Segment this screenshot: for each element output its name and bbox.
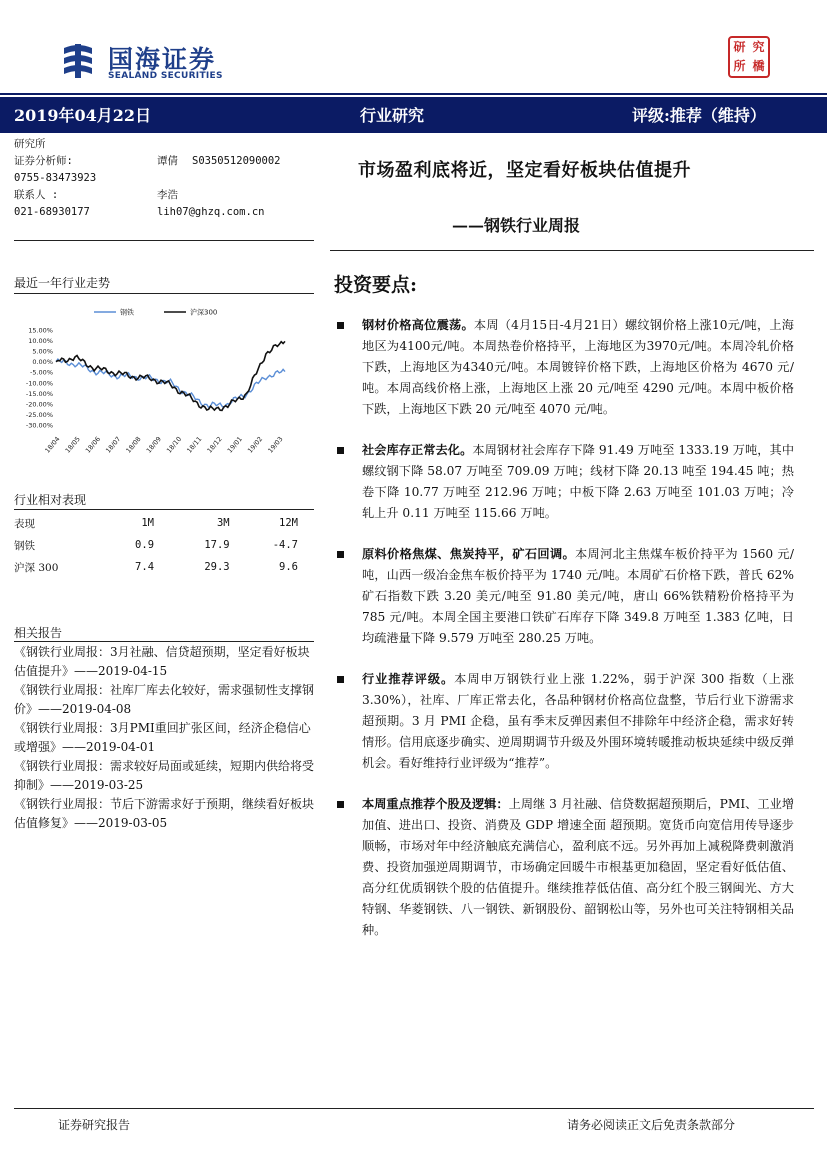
x-tick-label: 18/09 — [144, 435, 163, 455]
legend-label: 钢铁 — [120, 308, 134, 317]
contact-label: 联系人 : — [14, 189, 59, 201]
table-cell: 沪深 300 — [14, 561, 59, 574]
company-name-cn: 国海证券 — [108, 45, 217, 74]
table-row — [14, 534, 304, 556]
table-header-cell: 表现 — [14, 517, 35, 530]
table-cell: 29.3 — [204, 561, 230, 573]
series-line-csi300 — [56, 341, 285, 410]
related-heading: 相关报告 — [14, 626, 63, 640]
x-tick-label: 18/07 — [104, 435, 123, 455]
footer-divider — [14, 1108, 814, 1109]
list-item[interactable]: 《钢铁行业周报：节后下游需求好于预期，继续看好板块估值修复》——2019-03-05 — [14, 797, 315, 830]
table-cell: -4.7 — [272, 539, 298, 551]
analyst-phone: 0755-83473923 — [14, 172, 97, 184]
x-tick-label: 19/01 — [225, 435, 244, 455]
table-header-cell: 12M — [279, 517, 298, 529]
y-tick-label: -5.00% — [30, 368, 53, 377]
key-point-text: 本周河北主焦煤车板价持平为 1560 元/吨，山西一级冶金焦车板价持平为 1740 元/吨。本周矿石价格下跌，普氏 62%矿石指数下跌 3.20 美元/吨至 91.80 美元/吨，唐山 66%铁精粉价格持平为 785 元/吨。本周全国主要港口铁矿石库存下降 349.8 万吨至 1.383 亿吨，日均疏港量下降 9.579 万吨至 280.25 万吨。 — [362, 547, 794, 645]
key-point — [332, 440, 794, 524]
key-point-text: 上周继 3 月社融、信贷数据超预期后，PMI、工业增加值、进出口、投资、消费及 GDP 增速全面 超预期。宽货币向宽信用传导逐步顺畅，市场对年中经济触底充满信心，盈利底不远。另外再加上减税降费刺激消费、投资加强逆周期调节，市场确定回暖牛市根基更加稳固，坚定看好低估值、高分红优质钢铁个股的估值提升。继续推荐低估值、高分红个股三钢闽光、方大特钢、华菱钢铁、八一钢铁、新钢股份、韶钢松山等，另外也可关注特钢相关品种。 — [362, 797, 795, 937]
related-reports-list — [14, 643, 314, 833]
table-cell: 17.9 — [204, 539, 230, 551]
footer-left-label: 证券研究报告 — [58, 1118, 131, 1132]
table-row — [14, 556, 304, 578]
key-point — [332, 669, 794, 774]
y-tick-label: 5.00% — [32, 347, 53, 356]
y-tick-label: -20.00% — [25, 400, 53, 409]
performance-divider — [14, 509, 314, 510]
list-item[interactable]: 《钢铁行业周报：社库厂库去化较好，需求强韧性支撑钢价》——2019-04-08 — [14, 683, 315, 716]
performance-heading: 行业相对表现 — [14, 493, 87, 507]
key-point-text: 本周（4月15日-4月21日）螺纹钢价格上涨10元/吨，上海地区为4100元/吨。本周热卷价格持平，上海地区为3970元/吨。本周冷轧价格下跌，上海地区为4340元/吨。本周镀锌价格下跌，上海地区价格为 4670 元/吨。本周高线价格上涨，上海地区上涨 20 元/吨至 4290 元/吨。本周中板价格下跌，上海地区下跌 20 元/吨至 4070 元/吨。 — [362, 318, 794, 416]
list-item[interactable]: 《钢铁行业周报：3月社融、信贷超预期，坚定看好板块估值提升》——2019-04-15 — [14, 645, 310, 678]
contact-email[interactable]: lih07@ghzq.com.cn — [157, 206, 265, 218]
x-tick-label: 18/11 — [185, 435, 204, 455]
analyst-label: 证券分析师: — [14, 155, 73, 167]
seal-char: 橋 — [752, 59, 765, 73]
seal-char: 研 — [733, 40, 746, 54]
report-date: 2019年04月22日 — [14, 106, 152, 125]
y-tick-label: -30.00% — [25, 421, 53, 430]
y-tick-label: 15.00% — [28, 326, 53, 335]
performance-table — [14, 512, 304, 578]
key-point — [332, 544, 794, 649]
key-point-text: 本周钢材社会库存下降 91.49 万吨至 1333.19 万吨，其中螺纹钢下降 58.07 万吨至 709.09 万吨；线材下降 20.13 吨至 194.45 吨；热卷下降 10.77 万吨至 212.96 万吨；中板下降 2.63 万吨至 101.03 万吨；冷轧上升 0.11 万吨至 115.66 万吨。 — [362, 443, 795, 520]
key-point — [332, 794, 794, 941]
x-tick-label: 18/05 — [63, 435, 82, 455]
table-header-cell: 1M — [141, 517, 155, 529]
key-point — [332, 315, 794, 420]
key-point-text: 本周申万钢铁行业上涨 1.22%，弱于沪深 300 指数（上涨 3.30%），社库、厂库正常去化，各品种钢材价格高位盘整，节后行业下游需求超预期。3 月 PMI 企稳，虽有季末反弹因素但不排除年中经济企稳，需求好转情形。信用底逐步确实、逆周期调节升级及外围环境转暖推动板块延续中级反弹机会。看好维持行业评级为“推荐”。 — [362, 672, 794, 770]
contact-name: 李浩 — [157, 189, 178, 201]
table-cell: 0.9 — [135, 539, 155, 551]
key-point-lead: 行业推荐评级。 — [362, 672, 455, 686]
table-cell: 钢铁 — [14, 539, 35, 552]
title-divider — [330, 250, 814, 251]
list-item[interactable]: 《钢铁行业周报：3月PMI重回扩张区间，经济企稳信心或增强》——2019-04-01 — [14, 721, 311, 754]
report-rating: 评级:推荐（维持） — [632, 106, 766, 125]
x-tick-label: 18/08 — [124, 435, 143, 455]
research-seal-stamp — [728, 36, 770, 78]
y-tick-label: -15.00% — [25, 389, 53, 398]
x-tick-label: 18/10 — [164, 435, 184, 455]
key-point-lead: 原料价格焦煤、焦炭持平，矿石回调。 — [362, 547, 576, 561]
seal-char: 所 — [733, 59, 746, 73]
seal-char: 究 — [752, 40, 765, 54]
related-divider — [14, 641, 314, 642]
footer-disclaimer: 请务必阅读正文后免责条款部分 — [567, 1118, 736, 1132]
x-tick-label: 19/03 — [266, 435, 285, 455]
y-tick-label: 0.00% — [32, 358, 53, 367]
sealand-logo-icon — [58, 40, 98, 80]
table-cell: 9.6 — [279, 561, 298, 573]
report-subtitle: ——钢铁行业周报 — [452, 216, 581, 235]
x-tick-label: 18/12 — [205, 435, 224, 455]
report-title: 市场盈利底将近，坚定看好板块估值提升 — [358, 160, 691, 181]
report-type: 行业研究 — [360, 106, 425, 125]
table-cell: 7.4 — [135, 561, 155, 573]
trend-divider — [14, 293, 314, 294]
key-point-lead: 钢材价格高位震荡。 — [362, 318, 474, 332]
list-item[interactable]: 《钢铁行业周报：需求较好局面或延续，短期内供给将受抑制》——2019-03-25 — [14, 759, 315, 792]
x-tick-label: 19/02 — [246, 435, 265, 455]
x-tick-label: 18/06 — [83, 435, 103, 455]
analyst-cert: S0350512090002 — [192, 155, 281, 167]
table-header-cell: 3M — [216, 517, 230, 529]
key-point-lead: 本周重点推荐个股及逻辑： — [362, 797, 509, 811]
key-point-lead: 社会库存正常去化。 — [362, 443, 473, 457]
y-tick-label: -25.00% — [25, 410, 53, 419]
analyst-divider — [14, 240, 314, 241]
x-tick-label: 18/04 — [43, 435, 62, 455]
trend-heading: 最近一年行业走势 — [14, 276, 111, 290]
contact-phone: 021-68930177 — [14, 206, 90, 218]
dept-label: 研究所 — [14, 138, 46, 150]
y-tick-label: -10.00% — [25, 379, 53, 388]
key-points-heading: 投资要点: — [334, 274, 418, 296]
key-points-list — [332, 315, 794, 961]
y-tick-label: 10.00% — [28, 337, 53, 346]
industry-trend-chart — [14, 300, 294, 460]
legend-label: 沪深300 — [190, 308, 218, 317]
analyst-name: 谭倩 — [157, 155, 178, 167]
table-row — [14, 512, 304, 534]
company-name-en: SEALAND SECURITIES — [108, 71, 223, 81]
